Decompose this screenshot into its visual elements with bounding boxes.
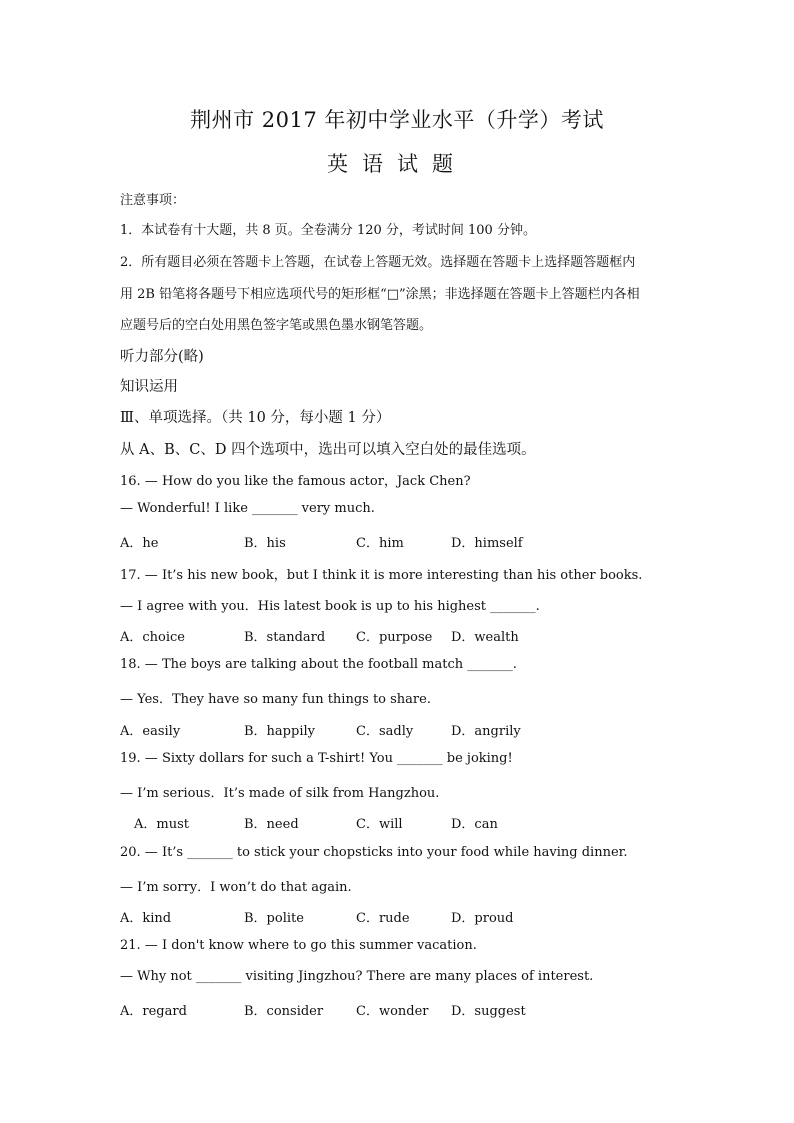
question-20-reply: — I’m sorry．I won’t do that again.: [120, 880, 352, 895]
question-18-prompt: 18. — The boys are talking about the football match _______.: [120, 657, 517, 672]
option-d[interactable]: D．wealth: [451, 630, 519, 645]
option-d[interactable]: D．angrily: [451, 724, 521, 739]
option-b[interactable]: B．standard: [244, 630, 326, 645]
option-c[interactable]: C．purpose: [356, 630, 433, 645]
question-18-reply: — Yes．They have so many fun things to share.: [120, 692, 431, 707]
option-d[interactable]: D．himself: [451, 536, 523, 551]
question-17-prompt: 17. — It’s his new book，but I think it is more interesting than his other books.: [120, 568, 643, 583]
section-knowledge: 知识运用: [120, 379, 178, 395]
option-a[interactable]: A．easily: [120, 724, 181, 739]
option-c[interactable]: C．will: [356, 817, 403, 832]
section-instruction: 从 A、B、C、D 四个选项中，选出可以填入空白处的最佳选项。: [120, 442, 536, 458]
option-a[interactable]: A．kind: [120, 911, 172, 926]
notice-item-2-line-2: 用 2B 铅笔将各题号下相应选项代号的矩形框“□”涂黑；非选择题在答题卡上答题栏内各相: [120, 287, 640, 302]
question-20-prompt: 20. — It’s _______ to stick your chopsticks into your food while having dinner.: [120, 845, 628, 860]
exam-title: 荆州市 2017 年初中学业水平（升学）考试: [190, 108, 604, 132]
question-21-reply: — Why not _______ visiting Jingzhou? There are many places of interest.: [120, 969, 594, 984]
option-c[interactable]: C．wonder: [356, 1004, 429, 1019]
option-b[interactable]: B．happily: [244, 724, 315, 739]
question-21-prompt: 21. — I don't know where to go this summer vacation.: [120, 938, 477, 953]
section-listening: 听力部分(略): [120, 349, 204, 365]
notice-item-2-line-1: 2．所有题目必须在答题卡上答题，在试卷上答题无效。选择题在答题卡上选择题答题框内: [120, 255, 636, 270]
option-b[interactable]: B．his: [244, 536, 286, 551]
option-d[interactable]: D．can: [451, 817, 498, 832]
option-c[interactable]: C．sadly: [356, 724, 414, 739]
question-19-reply: — I’m serious．It’s made of silk from Hangzhou.: [120, 786, 440, 801]
notice-item-2-line-3: 应题号后的空白处用黑色签字笔或黑色墨水钢笔答题。: [120, 318, 433, 333]
question-17-reply: — I agree with you．His latest book is up to his highest _______.: [120, 599, 540, 614]
option-a[interactable]: A．must: [134, 817, 189, 832]
notice-item-1: 1．本试卷有十大题，共 8 页。全卷满分 120 分，考试时间 100 分钟。: [120, 223, 536, 238]
notice-heading: 注意事项：: [120, 193, 186, 208]
option-a[interactable]: A．regard: [120, 1004, 187, 1019]
option-b[interactable]: B．consider: [244, 1004, 324, 1019]
section-part3-heading: Ⅲ、单项选择。（共 10 分，每小题 1 分）: [120, 410, 391, 426]
question-16-prompt: 16. — How do you like the famous actor，Jack Chen?: [120, 474, 471, 489]
option-b[interactable]: B．need: [244, 817, 299, 832]
option-c[interactable]: C．rude: [356, 911, 410, 926]
option-a[interactable]: A．he: [120, 536, 159, 551]
question-19-prompt: 19. — Sixty dollars for such a T-shirt! You _______ be joking!: [120, 751, 513, 766]
option-d[interactable]: D．proud: [451, 911, 514, 926]
option-b[interactable]: B．polite: [244, 911, 304, 926]
exam-subtitle: 英语试题: [327, 152, 467, 176]
option-c[interactable]: C．him: [356, 536, 404, 551]
option-d[interactable]: D．suggest: [451, 1004, 526, 1019]
option-a[interactable]: A．choice: [120, 630, 186, 645]
question-16-reply: — Wonderful! I like _______ very much.: [120, 501, 375, 516]
